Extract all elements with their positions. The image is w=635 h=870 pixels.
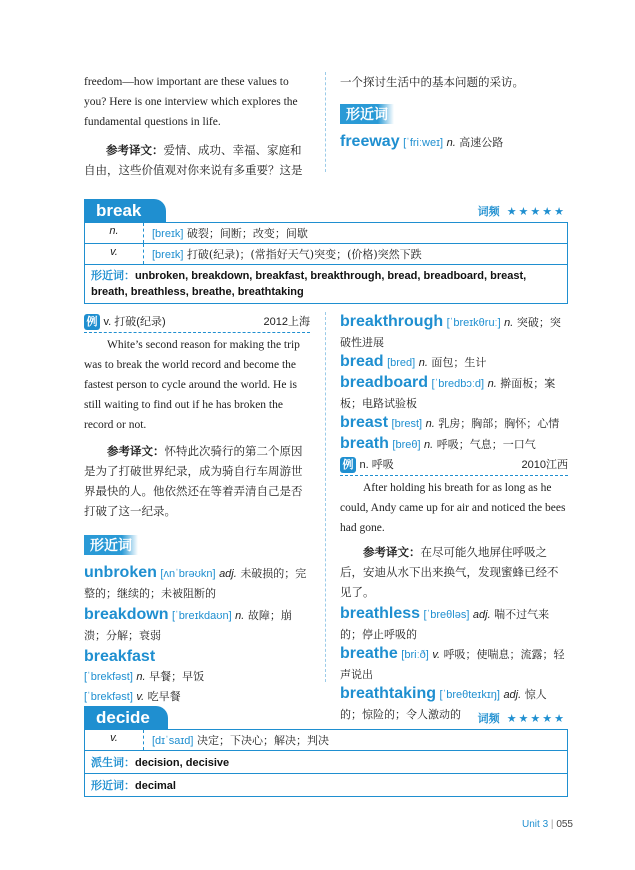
column-divider-top bbox=[325, 72, 326, 172]
synonym-row bbox=[85, 265, 567, 303]
entry-breathe bbox=[340, 644, 568, 684]
part-of-speech: n. bbox=[418, 357, 428, 369]
row-def bbox=[143, 244, 567, 264]
row-definition: 破裂；间断；改变；间歇 bbox=[186, 227, 308, 240]
headword: breakdown bbox=[84, 606, 169, 623]
row-phonetic: [breɪk] bbox=[152, 228, 184, 240]
translation-label: 参考译文： bbox=[107, 444, 165, 458]
passage-translation bbox=[84, 140, 310, 180]
entry-breath bbox=[340, 434, 568, 455]
synonym-section-tag bbox=[84, 535, 310, 553]
phonetic: [ˈbreɪkdaʊn] bbox=[171, 610, 232, 622]
phonetic: [ˈfriːweɪ] bbox=[403, 137, 444, 149]
phonetic: [breθ] bbox=[392, 439, 421, 451]
part-of-speech: n. bbox=[235, 610, 245, 622]
example-source: 2012上海 bbox=[263, 316, 310, 328]
entry-breakthrough bbox=[340, 312, 568, 352]
phonetic: [ˈbrekfəst] bbox=[84, 671, 133, 683]
headword: freeway bbox=[340, 133, 400, 150]
phonetic: [ʌnˈbrəʊkn] bbox=[160, 568, 216, 580]
derived-list: decision, decisive bbox=[135, 757, 230, 769]
synonym-label: 形近词： bbox=[91, 270, 135, 282]
synonym-section-tag bbox=[340, 104, 570, 122]
headword: breath bbox=[340, 435, 389, 452]
definition-row bbox=[85, 730, 567, 751]
entry-freeway bbox=[340, 132, 570, 153]
part-of-speech: v. bbox=[432, 649, 441, 661]
definition-row bbox=[85, 223, 567, 244]
phonetic: [briːð] bbox=[401, 649, 429, 661]
definition: 未破损的；完整的；继续的；未被阻断的 bbox=[84, 567, 307, 600]
phonetic: [ˈbredbɔːd] bbox=[431, 378, 485, 390]
break-headword: break bbox=[84, 199, 166, 223]
top-left-column bbox=[84, 72, 310, 180]
example-icon: 例 bbox=[84, 314, 100, 330]
definition: 早餐；早饭 bbox=[149, 670, 205, 683]
definition: 突破；突破性进展 bbox=[340, 316, 561, 349]
definition: 故障；崩溃；分解；衰弱 bbox=[84, 609, 292, 642]
part-of-speech: n. bbox=[136, 671, 146, 683]
definition: 高速公路 bbox=[459, 136, 504, 149]
headword: breadboard bbox=[340, 374, 429, 391]
definition: 呼吸；使喘息；流露；轻声说出 bbox=[340, 648, 565, 681]
row-def bbox=[143, 223, 567, 243]
phonetic: [ˈbreθteɪkɪŋ] bbox=[439, 689, 500, 701]
part-of-speech: adj. bbox=[503, 689, 522, 701]
row-phonetic: [dɪˈsaɪd] bbox=[152, 735, 194, 747]
decide-header bbox=[84, 706, 566, 730]
translation-label: 参考译文： bbox=[363, 545, 421, 559]
part-of-speech: n. bbox=[487, 378, 497, 390]
translation-text: 在尽可能久地屏住呼吸之后，安迪从水下出来换气，发现蜜蜂已经不见了。 bbox=[340, 545, 559, 599]
synonym-list: unbroken, breakdown, breakfast, breakthrough, bread, breadboard, breast, breath, breathless, breathe, breathtaking bbox=[91, 270, 527, 298]
headword: breakthrough bbox=[340, 313, 444, 330]
part-of-speech: n. bbox=[424, 439, 434, 451]
derived-row bbox=[85, 751, 567, 774]
headword: breathe bbox=[340, 645, 398, 662]
definition: 面包；生计 bbox=[431, 356, 487, 369]
definition: 乳房；胸部；胸怀；心情 bbox=[438, 417, 560, 430]
row-pos: n. bbox=[109, 225, 119, 237]
break-definition-table bbox=[84, 222, 568, 304]
example-icon: 例 bbox=[340, 457, 356, 473]
page-number: 055 bbox=[556, 819, 573, 830]
frequency-rating bbox=[478, 710, 566, 726]
entry-breakfast bbox=[84, 647, 310, 707]
row-pos: v. bbox=[110, 246, 118, 258]
row-definition: 决定；下决心；解决；判决 bbox=[196, 734, 329, 747]
row-pos: v. bbox=[110, 732, 118, 744]
definition: 吃早餐 bbox=[147, 690, 181, 703]
example-header bbox=[84, 312, 310, 333]
definition: 惊人的；惊险的；令人激动的 bbox=[340, 688, 547, 721]
example-sense: n. 呼吸 bbox=[359, 459, 394, 471]
example-english: After holding his breath for as long as he could, Andy came up for air and noticed the bees had gone. bbox=[340, 482, 566, 534]
synonym-tag-label: 形近词 bbox=[340, 104, 394, 124]
frequency-stars: ★★★★★ bbox=[506, 713, 566, 725]
entry-breadboard bbox=[340, 373, 568, 413]
right-column bbox=[340, 312, 568, 724]
translation-label: 参考译文： bbox=[106, 143, 164, 157]
definition: 呼吸；气息；一口气 bbox=[436, 438, 536, 451]
phonetic: [brest] bbox=[391, 418, 423, 430]
row-def bbox=[143, 730, 567, 750]
phonetic: [ˈbreɪkθruː] bbox=[446, 317, 501, 329]
example-english: White’s second reason for making the trip was to break the world record and become the fastest person to cycle around the world. He is still waiting to find out if he has broken the record or not. bbox=[84, 339, 300, 431]
example-translation bbox=[84, 441, 310, 521]
headword: breathtaking bbox=[340, 685, 437, 702]
part-of-speech: n. bbox=[425, 418, 435, 430]
translation-text: 爱情、成功、幸福、家庭和自由，这些价值观对你来说有多重要？这是 bbox=[84, 143, 303, 177]
left-column bbox=[84, 312, 310, 707]
example-sense: v. 打破(纪录) bbox=[103, 316, 166, 328]
frequency-label: 词频 bbox=[477, 206, 500, 218]
part-of-speech: adj. bbox=[472, 609, 491, 621]
frequency-label: 词频 bbox=[477, 713, 500, 725]
phonetic: [ˈbreθləs] bbox=[423, 609, 470, 621]
part-of-speech: n. bbox=[504, 317, 514, 329]
decide-headword: decide bbox=[84, 706, 168, 730]
synonym-tag-label: 形近词 bbox=[84, 535, 138, 555]
entry-breakdown bbox=[84, 605, 310, 645]
part-of-speech: n. bbox=[446, 137, 456, 149]
top-right-column bbox=[340, 72, 570, 153]
translation-text: 怀特此次骑行的第二个原因是为了打破世界纪录，成为骑自行车周游世界最快的人。他依然还在等着弄清自己是否打破了这一纪录。 bbox=[84, 444, 303, 518]
example-source: 2010江西 bbox=[521, 459, 568, 471]
break-header bbox=[84, 199, 566, 223]
row-definition: 打破(纪录)；(常指好天气)突变；(价格)突然下跌 bbox=[186, 248, 422, 261]
derived-label: 派生词： bbox=[91, 757, 135, 769]
definition: 喘不过气来的；停止呼吸的 bbox=[340, 608, 550, 641]
headword: bread bbox=[340, 353, 384, 370]
page-footer: Unit 3 | 055 bbox=[522, 819, 573, 830]
entry-unbroken bbox=[84, 563, 310, 603]
headword: breakfast bbox=[84, 648, 156, 665]
decide-definition-table bbox=[84, 729, 568, 797]
entry-breast bbox=[340, 413, 568, 434]
phonetic: [ˈbrekfəst] bbox=[84, 691, 133, 703]
example-header bbox=[340, 455, 568, 476]
passage-english: freedom—how important are these values to you? Here is one interview which explores the fundamental questions in life. bbox=[84, 76, 298, 128]
example-translation bbox=[340, 542, 568, 602]
translation-continued: 一个探讨生活中的基本问题的采访。 bbox=[340, 75, 524, 89]
synonym-list: decimal bbox=[135, 780, 176, 792]
synonym-row bbox=[85, 774, 567, 796]
definition: 擀面板；案板；电路试验板 bbox=[340, 377, 556, 410]
entry-breathless bbox=[340, 604, 568, 644]
entry-bread bbox=[340, 352, 568, 373]
definition-row bbox=[85, 244, 567, 265]
headword: unbroken bbox=[84, 564, 157, 581]
row-phonetic: [breɪk] bbox=[152, 249, 184, 261]
unit-label: Unit 3 bbox=[522, 819, 549, 830]
part-of-speech: v. bbox=[136, 691, 145, 703]
headword: breast bbox=[340, 414, 389, 431]
frequency-stars: ★★★★★ bbox=[506, 206, 566, 218]
frequency-rating bbox=[478, 203, 566, 219]
headword: breathless bbox=[340, 605, 421, 622]
part-of-speech: adj. bbox=[219, 568, 237, 580]
phonetic: [bred] bbox=[387, 357, 416, 369]
synonym-label: 形近词： bbox=[91, 780, 135, 792]
column-divider-middle bbox=[325, 312, 326, 682]
